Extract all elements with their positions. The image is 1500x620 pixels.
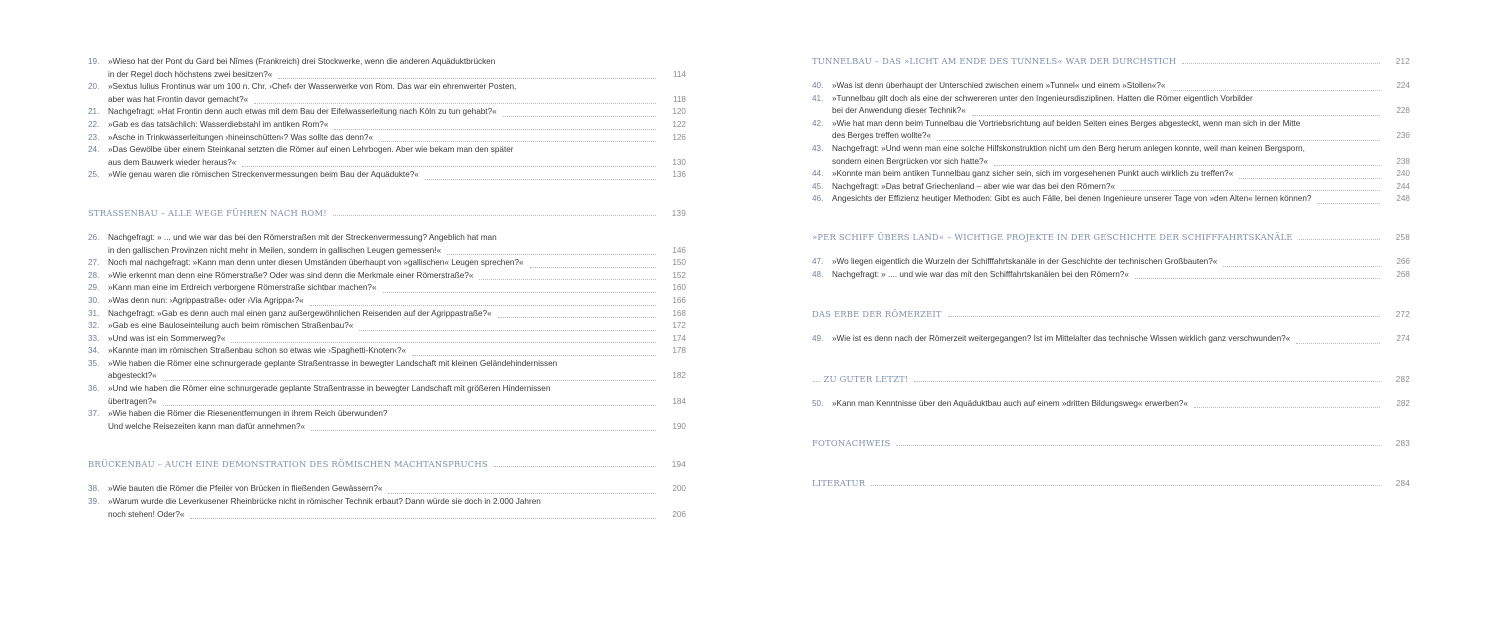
entry-line [108, 144, 686, 157]
entry-text: in der Regel doch höchstens zwei besitzen?« [108, 69, 273, 79]
dot-leader [494, 465, 656, 467]
dot-leader [479, 278, 656, 280]
entry-body [108, 56, 686, 81]
entry-number: 41. [812, 93, 824, 103]
toc-entry[interactable] [88, 333, 686, 346]
entry-number: 22. [88, 119, 100, 129]
entry-number: 50. [812, 398, 824, 408]
entry-line [108, 282, 686, 295]
dot-leader [388, 492, 656, 494]
page-number: 206 [672, 509, 686, 519]
page-number: 166 [672, 295, 686, 305]
entry-line [832, 93, 1410, 106]
entry-number: 31. [88, 308, 100, 318]
entry-line [108, 509, 686, 522]
dot-leader [498, 316, 656, 318]
entry-text: abgesteckt?« [108, 371, 157, 381]
entry-body [832, 398, 1410, 411]
entry-body [832, 256, 1410, 269]
dot-leader [1182, 62, 1380, 64]
entry-text: »Tunnelbau gilt doch als eine der schwereren unter den Ingenieursdisziplinen. Hatten die Römer eigentlich Vorbilder [832, 93, 1253, 103]
entry-number: 30. [88, 295, 100, 305]
entry-body [108, 383, 686, 408]
dot-leader [190, 517, 656, 519]
entry-body [108, 358, 686, 383]
dot-leader [334, 128, 656, 130]
entry-text: aus dem Bauwerk wieder heraus?« [108, 157, 237, 167]
dot-leader [163, 379, 656, 381]
toc-entry[interactable] [812, 93, 1410, 118]
entry-body [832, 118, 1410, 143]
dot-leader [1121, 189, 1380, 191]
entry-line [832, 269, 1410, 282]
entry-text: noch stehen! Oder?« [108, 509, 185, 519]
entry-line [108, 257, 686, 270]
entry-line [832, 80, 1410, 93]
entry-number: 38. [88, 484, 100, 494]
dot-leader [163, 404, 656, 406]
entry-text: Nachgefragt: »Hat Frontin denn auch etwas mit dem Bau der Eifelwasserleitung nach Köln zu tun gehabt?« [108, 107, 497, 117]
page-number: 190 [672, 421, 686, 431]
entry-number: 47. [812, 256, 824, 266]
entry-line [108, 69, 686, 82]
entry-number: 40. [812, 81, 824, 90]
dot-leader [231, 341, 656, 343]
dot-leader [1317, 202, 1380, 204]
section-title: BRÜCKENBAU – AUCH EINE DEMONSTRATION DES RÖMISCHEN MACHTANSPRUCHS [88, 459, 488, 470]
entry-body [108, 308, 686, 321]
dot-leader [896, 444, 1380, 446]
page-number: 282 [1395, 374, 1410, 384]
entry-line [108, 333, 686, 346]
page-number: 268 [1396, 269, 1410, 279]
entry-line [108, 345, 686, 358]
entry-number: 19. [88, 57, 100, 66]
entry-list [88, 483, 686, 521]
entry-body [832, 80, 1410, 93]
section-heading [812, 232, 1410, 242]
section-heading [88, 208, 686, 218]
page-number: 212 [1395, 57, 1410, 66]
page-number: 146 [672, 245, 686, 255]
page-number: 114 [672, 69, 686, 79]
dot-leader [1296, 342, 1380, 344]
page-number: 160 [672, 283, 686, 293]
page-number: 174 [672, 333, 686, 343]
entry-text: »Wie erkennt man denn eine Römerstraße? Oder was sind denn die Merkmale einer Römerstraße?« [108, 270, 474, 280]
dot-leader [1135, 277, 1380, 279]
toc-entry[interactable] [88, 119, 686, 132]
entry-body [108, 345, 686, 358]
entry-text: bei der Anwendung dieser Technik?« [832, 106, 966, 116]
page-number: 139 [671, 208, 686, 218]
page-number: 194 [671, 460, 686, 470]
entry-text: »Wie haben die Römer eine schnurgerade geplante Straßentrasse in bewegter Landschaft mit kleinen Geländehindernissen [108, 358, 558, 368]
entry-number: 42. [812, 118, 824, 128]
section-title: TUNNELBAU – DAS »LICHT AM ENDE DES TUNNELS« WAR DER DURCHSTICH [812, 56, 1177, 66]
entry-number: 29. [88, 283, 100, 293]
entry-text: »Wie genau waren die römischen Streckenvermessungen beim Bau der Aquädukte?« [108, 170, 419, 180]
entry-text: »Warum wurde die Leverkusener Rheinbrücke nicht in römischer Technik erbaut? Dann würde sie doch in 2.000 Jahren [108, 497, 541, 507]
page-number: 258 [1395, 232, 1410, 242]
entry-number: 35. [88, 358, 100, 368]
section-heading [812, 374, 1410, 384]
entry-line [832, 398, 1410, 411]
page-number: 136 [672, 170, 686, 180]
entry-body [108, 295, 686, 308]
toc-entry[interactable] [812, 143, 1410, 168]
page-number: 152 [672, 270, 686, 280]
entry-text: sondern einen Bergrücken vor sich hatte?« [832, 156, 989, 166]
entry-text: Nachgefragt: »Und wenn man eine solche Hilfskonstruktion nicht um den Berg herum anlegen konnte, weil man keinen Bergsporn, [832, 143, 1305, 153]
page-number: 168 [672, 308, 686, 318]
page-number: 282 [1396, 398, 1410, 408]
entry-text: »Und wie haben die Römer eine schnurgerade geplante Straßentrasse in bewegter Landschaft mit größeren Hindernissen [108, 384, 551, 394]
entry-line [832, 143, 1410, 156]
toc-entry[interactable] [88, 345, 686, 358]
entry-number: 27. [88, 258, 100, 268]
section-heading [88, 459, 686, 469]
entry-text: »Das Gewölbe über einem Steinkanal setzten die Römer auf einen Lehrbogen. Aber wie bekam man den später [108, 145, 514, 155]
entry-text: »Was denn nun: ›Agrippastraße‹ oder ›Via Agrippa‹?« [108, 295, 304, 305]
entry-text: Angesichts der Effizienz heutiger Methoden: Gibt es auch Fälle, bei denen Ingenieure unserer Tage von »den Alten« lernen können? [832, 194, 1312, 204]
page-number: 266 [1396, 256, 1410, 266]
page-number: 130 [672, 157, 686, 167]
entry-text: »Wie hat man denn beim Tunnelbau die Vortriebsrichtung auf beiden Seiten eines Berges abgesteckt, wenn man sich in der Mitte [832, 118, 1301, 128]
entry-number: 43. [812, 143, 824, 153]
dot-leader [254, 102, 656, 104]
entry-line [108, 308, 686, 321]
section-heading [812, 56, 1410, 66]
dot-leader [948, 315, 1380, 317]
entry-text: »Kann man Kenntnisse über den Aquäduktbau auch auf einem »dritten Bildungsweg« erwerben?« [832, 398, 1188, 408]
entry-number: 48. [812, 269, 824, 279]
entry-text: Nachgefragt: »Gab es denn auch mal einen ganz außergewöhnlichen Reisenden auf der Agrippastraße?« [108, 308, 492, 318]
page-number: 172 [672, 321, 686, 331]
entry-number: 25. [88, 170, 100, 180]
dot-leader [359, 329, 656, 331]
entry-body [108, 119, 686, 132]
entry-line [108, 94, 686, 107]
entry-line [108, 396, 686, 409]
entry-body [832, 168, 1410, 181]
entry-line [108, 157, 686, 170]
toc-entry[interactable] [88, 308, 686, 321]
toc-entry[interactable] [88, 282, 686, 295]
page-number: 236 [1396, 131, 1410, 141]
entry-number: 28. [88, 270, 100, 280]
entry-number: 34. [88, 346, 100, 356]
entry-text: »Was ist denn überhaupt der Unterschied zwischen einem »Tunnel« und einem »Stollen«?« [832, 81, 1166, 90]
entry-line [108, 132, 686, 145]
entry-line [108, 232, 686, 245]
entry-line [108, 169, 686, 182]
dot-leader [914, 380, 1380, 382]
section-heading [812, 478, 1410, 488]
toc-entry[interactable] [812, 269, 1410, 282]
entry-body [108, 282, 686, 295]
entry-number: 45. [812, 181, 824, 191]
toc-entry[interactable] [812, 168, 1410, 181]
entry-line [832, 256, 1410, 269]
page-number: 150 [672, 258, 686, 268]
entry-number: 23. [88, 132, 100, 142]
entry-text: »Gab es eine Bauloseinteilung auch beim römischen Straßenbau?« [108, 321, 354, 331]
entry-line [108, 270, 686, 283]
section-title: FOTONACHWEIS [812, 438, 891, 449]
dot-leader [1223, 265, 1380, 267]
entry-number: 39. [88, 497, 100, 507]
entry-text: übertragen?« [108, 396, 157, 406]
entry-list [88, 56, 686, 182]
entry-line [832, 130, 1410, 143]
toc-entry[interactable] [88, 270, 686, 283]
toc-entry[interactable] [88, 358, 686, 383]
dot-leader [1194, 406, 1380, 408]
section-title: ... ZU GUTER LETZT! [812, 373, 909, 384]
dot-leader [333, 214, 656, 216]
entry-line [832, 193, 1410, 206]
page-number: 272 [1395, 310, 1410, 320]
page-number: 122 [672, 119, 686, 129]
entry-list [812, 333, 1410, 346]
dot-leader [383, 291, 656, 293]
page-number: 248 [1396, 194, 1410, 204]
toc-entry[interactable] [88, 81, 686, 106]
page-number: 126 [672, 132, 686, 142]
entry-list [812, 80, 1410, 206]
page-number: 178 [672, 346, 686, 356]
toc-entry[interactable] [88, 408, 686, 433]
entry-line [832, 156, 1410, 169]
section-title: STRASSENBAU – ALLE WEGE FÜHREN NACH ROM! [88, 207, 327, 218]
section-heading [812, 438, 1410, 448]
entry-body [108, 496, 686, 521]
entry-text: »Konnte man beim antiken Tunnelbau ganz sicher sein, sich im vorgesehenen Punkt auch wirklich zu treffen?« [832, 169, 1234, 179]
toc-entry[interactable] [812, 398, 1410, 411]
dot-leader [242, 165, 656, 167]
entry-line [832, 168, 1410, 181]
dot-leader [447, 253, 656, 255]
entry-body [832, 333, 1410, 346]
dot-leader [1299, 238, 1380, 240]
entry-line [832, 333, 1410, 346]
entry-line [832, 105, 1410, 118]
toc-entry[interactable] [88, 106, 686, 119]
dot-leader [871, 484, 1380, 486]
entry-number: 49. [812, 334, 824, 344]
entry-line [108, 245, 686, 258]
entry-text: »Wie haben die Römer die Riesenentfernungen in ihrem Reich überwunden? [108, 409, 388, 419]
entry-text: aber was hat Frontin davor gemacht?« [108, 94, 249, 104]
page-number: 240 [1396, 169, 1410, 179]
entry-line [108, 421, 686, 434]
dot-leader [503, 115, 656, 117]
entry-text: Nachgefragt: » ... und wie war das bei den Römerstraßen mit der Streckenvermessung? Angeblich hat man [108, 232, 497, 242]
entry-body [108, 106, 686, 119]
page-number: 228 [1396, 106, 1410, 116]
page-number: 200 [672, 484, 686, 494]
toc-entry[interactable] [88, 320, 686, 333]
entry-text: des Berges treffen wollte?« [832, 131, 932, 141]
dot-leader [278, 77, 656, 79]
dot-leader [530, 266, 656, 268]
entry-line [108, 320, 686, 333]
dot-leader [412, 354, 656, 356]
entry-body [832, 93, 1410, 118]
toc-left-column [88, 56, 686, 521]
entry-text: Nachgefragt: »Das betraf Griechenland – aber wie war das bei den Römern?« [832, 181, 1116, 191]
entry-text: »Und was ist ein Sommerweg?« [108, 333, 226, 343]
dot-leader [310, 304, 656, 306]
toc-right-column [812, 56, 1410, 488]
dot-leader [379, 140, 656, 142]
page-number: 283 [1395, 439, 1410, 449]
entry-number: 46. [812, 194, 824, 204]
dot-leader [972, 114, 1380, 116]
entry-body [108, 132, 686, 145]
toc-entry[interactable] [88, 56, 686, 81]
toc-entry[interactable] [88, 496, 686, 521]
section-title: »PER SCHIFF ÜBERS LAND« – WICHTIGE PROJEKTE IN DER GESCHICHTE DER SCHIFFFAHRTSKANÄLE [812, 231, 1293, 242]
page-number: 118 [672, 94, 686, 104]
dot-leader [937, 139, 1380, 141]
entry-text: »Sextus Iulius Frontinus war um 100 n. Chr. ›Chef‹ der Wasserwerke von Rom. Das war ein ehrenwerter Posten, [108, 82, 517, 92]
toc-entry[interactable] [88, 132, 686, 145]
entry-body [832, 181, 1410, 194]
entry-line [108, 295, 686, 308]
entry-line [108, 119, 686, 132]
entry-number: 33. [88, 333, 100, 343]
toc-entry[interactable] [88, 295, 686, 308]
toc-entry[interactable] [812, 256, 1410, 269]
page-number: 244 [1396, 181, 1410, 191]
page-number: 224 [1396, 81, 1410, 90]
entry-body [108, 169, 686, 182]
entry-line [108, 358, 686, 371]
page-number: 182 [672, 371, 686, 381]
entry-line [832, 118, 1410, 131]
entry-number: 37. [88, 409, 100, 419]
entry-line [108, 483, 686, 496]
entry-text: in den gallischen Provinzen nicht mehr in Meilen, sondern in gallischen Leugen gemessen!« [108, 245, 442, 255]
entry-body [108, 81, 686, 106]
entry-number: 20. [88, 82, 100, 92]
dot-leader [425, 178, 656, 180]
page-number: 184 [672, 396, 686, 406]
toc-entry[interactable] [88, 144, 686, 169]
entry-list [812, 256, 1410, 281]
entry-list [88, 232, 686, 434]
entry-text: »Kann man eine im Erdreich verborgene Römerstraße sichtbar machen?« [108, 283, 377, 293]
entry-body [832, 143, 1410, 168]
entry-text: »Wie ist es denn nach der Römerzeit weitergegangen? Ist im Mittelalter das technische Wissen wirklich ganz verschwunden?« [832, 334, 1291, 344]
entry-text: »Kannte man im römischen Straßenbau schon so etwas wie ›Spaghetti-Knoten‹?« [108, 346, 407, 356]
entry-body [108, 144, 686, 169]
section-heading [812, 309, 1410, 319]
entry-number: 24. [88, 145, 100, 155]
entry-text: »Gab es das tatsächlich: Wasserdiebstahl im antiken Rom?« [108, 119, 329, 129]
entry-list [812, 398, 1410, 411]
toc-entry[interactable] [88, 232, 686, 257]
entry-line [108, 496, 686, 509]
entry-body [108, 408, 686, 433]
entry-line [108, 383, 686, 396]
toc-entry[interactable] [88, 169, 686, 182]
section-title: DAS ERBE DER RÖMERZEIT [812, 309, 942, 320]
entry-text: Nachgefragt: » .... und wie war das mit den Schifffahrtskanälen bei den Römern?« [832, 269, 1129, 279]
toc-entry[interactable] [88, 483, 686, 496]
toc-entry[interactable] [88, 383, 686, 408]
entry-line [108, 106, 686, 119]
dot-leader [1171, 89, 1380, 91]
entry-text: »Wieso hat der Pont du Gard bei Nîmes (Frankreich) drei Stockwerke, wenn die anderen Aquäduktbrücken [108, 57, 496, 66]
entry-body [108, 270, 686, 283]
dot-leader [311, 429, 656, 431]
entry-body [108, 232, 686, 257]
entry-line [108, 81, 686, 94]
entry-body [832, 269, 1410, 282]
entry-number: 36. [88, 384, 100, 394]
entry-text: Und welche Reisezeiten kann man dafür annehmen?« [108, 421, 306, 431]
entry-line [108, 408, 686, 421]
entry-number: 26. [88, 232, 100, 242]
entry-text: »Asche in Trinkwasserleitungen ›hineinschütten‹? Was sollte das denn?« [108, 132, 374, 142]
toc-entry[interactable] [88, 257, 686, 270]
entry-number: 21. [88, 107, 100, 117]
toc-entry[interactable] [812, 80, 1410, 93]
entry-line [108, 56, 686, 69]
entry-line [832, 181, 1410, 194]
toc-entry[interactable] [812, 193, 1410, 206]
page-number: 274 [1396, 334, 1410, 344]
entry-number: 44. [812, 169, 824, 179]
page-number: 238 [1396, 156, 1410, 166]
section-title: LITERATUR [812, 478, 866, 489]
toc-entry[interactable] [812, 118, 1410, 143]
entry-body [108, 483, 686, 496]
entry-body [832, 193, 1410, 206]
entry-text: »Wie bauten die Römer die Pfeiler von Brücken in fließenden Gewässern?« [108, 484, 383, 494]
entry-body [108, 333, 686, 346]
entry-text: »Wo liegen eigentlich die Wurzeln der Schifffahrtskanäle in der Geschichte der technischen Großbauten?« [832, 256, 1218, 266]
dot-leader [1239, 177, 1380, 179]
toc-entry[interactable] [812, 181, 1410, 194]
toc-entry[interactable] [812, 333, 1410, 346]
page-number: 284 [1395, 479, 1410, 489]
entry-body [108, 320, 686, 333]
entry-text: Noch mal nachgefragt: »Kann man denn unter diesen Umständen überhaupt von »gallischen« Leugen sprechen?« [108, 258, 524, 268]
entry-line [108, 370, 686, 383]
dot-leader [994, 164, 1380, 166]
page-number: 120 [672, 107, 686, 117]
entry-number: 32. [88, 321, 100, 331]
entry-body [108, 257, 686, 270]
